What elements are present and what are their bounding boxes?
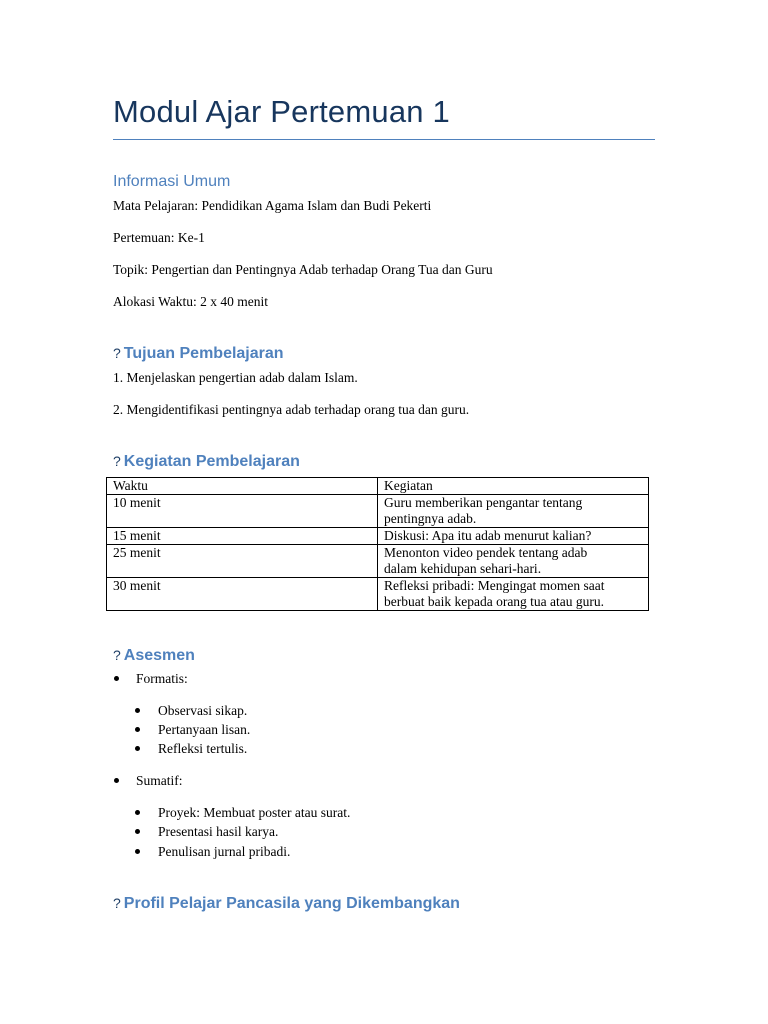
table-header-row: [107, 478, 649, 495]
cell-waktu: 10 menit: [107, 495, 378, 528]
cell-line: Menonton video pendek tentang adab: [384, 545, 588, 560]
missing-glyph-icon: ?: [113, 895, 121, 911]
asesmen-item: Observasi sikap.: [158, 703, 248, 718]
cell-waktu: 25 menit: [107, 545, 378, 578]
cell-waktu: 15 menit: [107, 528, 378, 545]
cell-kegiatan: [378, 528, 649, 545]
bullet-icon: [135, 849, 140, 854]
asesmen-group-sumatif: Sumatif:: [136, 773, 183, 788]
bullet-icon: [135, 727, 140, 732]
asesmen-item: Proyek: Membuat poster atau surat.: [158, 805, 351, 820]
bullet-icon: [135, 746, 140, 751]
missing-glyph-icon: ?: [113, 345, 121, 361]
cell-line: Diskusi: Apa itu adab menurut kalian?: [384, 528, 592, 543]
cell-line: Refleksi pribadi: Mengingat momen saat: [384, 578, 605, 593]
title-underline: [113, 139, 655, 140]
cell-kegiatan: [378, 495, 649, 528]
heading-tujuan-pembelajaran: [113, 345, 284, 363]
heading-profil-pelajar-pancasila: [113, 895, 460, 913]
heading-kegiatan-pembelajaran: [113, 453, 300, 471]
asesmen-item: Pertanyaan lisan.: [158, 722, 251, 737]
cell-line: Guru memberikan pengantar tentang: [384, 495, 583, 510]
info-alokasi-waktu: Alokasi Waktu: 2 x 40 menit: [113, 294, 269, 309]
cell-kegiatan: [378, 545, 649, 578]
table-row: [107, 528, 649, 545]
heading-text: Asesmen: [123, 647, 195, 664]
bullet-icon: [135, 810, 140, 815]
tujuan-item-2: 2. Mengidentifikasi pentingnya adab terhadap orang tua dan guru.: [113, 402, 470, 417]
bullet-icon: [114, 778, 119, 783]
asesmen-group-formatis: Formatis:: [136, 671, 188, 686]
info-pertemuan: Pertemuan: Ke-1: [113, 230, 205, 245]
table-row: [107, 545, 649, 578]
asesmen-item: Penulisan jurnal pribadi.: [158, 844, 291, 859]
asesmen-item: Refleksi tertulis.: [158, 741, 248, 756]
info-mata-pelajaran: Mata Pelajaran: Pendidikan Agama Islam dan Budi Pekerti: [113, 198, 432, 213]
heading-informasi-umum: Informasi Umum: [113, 173, 231, 190]
bullet-icon: [114, 676, 119, 681]
bullet-icon: [135, 708, 140, 713]
cell-line: dalam kehidupan sehari-hari.: [384, 561, 542, 576]
tujuan-item-1: 1. Menjelaskan pengertian adab dalam Islam.: [113, 370, 358, 385]
kegiatan-table: [106, 477, 649, 611]
asesmen-item: Presentasi hasil karya.: [158, 824, 279, 839]
cell-line: berbuat baik kepada orang tua atau guru.: [384, 594, 605, 609]
missing-glyph-icon: ?: [113, 647, 121, 663]
page-title: Modul Ajar Pertemuan 1: [113, 94, 450, 129]
cell-line: pentingnya adab.: [384, 511, 477, 526]
info-topik: Topik: Pengertian dan Pentingnya Adab terhadap Orang Tua dan Guru: [113, 262, 493, 277]
column-header-kegiatan: Kegiatan: [378, 478, 649, 495]
cell-kegiatan: [378, 578, 649, 611]
heading-text: Tujuan Pembelajaran: [123, 345, 284, 362]
heading-text: Profil Pelajar Pancasila yang Dikembangkan: [123, 895, 460, 912]
missing-glyph-icon: ?: [113, 453, 121, 469]
cell-waktu: 30 menit: [107, 578, 378, 611]
heading-asesmen: [113, 647, 195, 665]
column-header-waktu: Waktu: [107, 478, 378, 495]
bullet-icon: [135, 829, 140, 834]
table-row: [107, 578, 649, 611]
heading-text: Kegiatan Pembelajaran: [123, 453, 300, 470]
table-row: [107, 495, 649, 528]
